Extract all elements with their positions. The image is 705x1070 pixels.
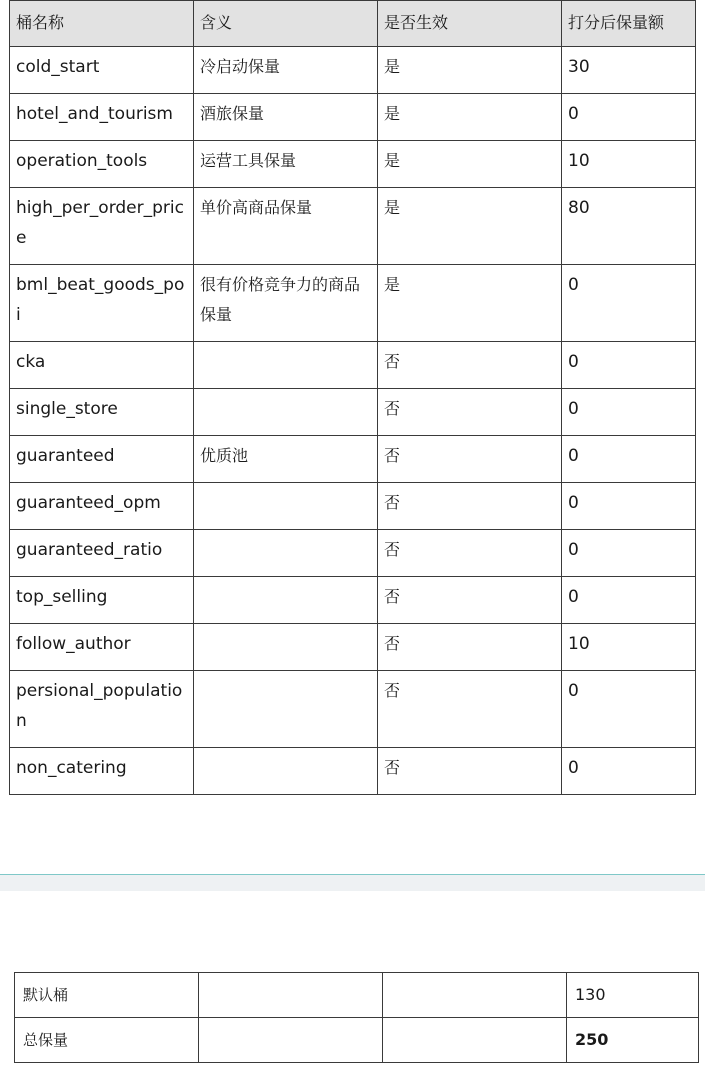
table-row	[10, 748, 696, 795]
section-divider	[0, 874, 705, 891]
quota-cell: 0	[562, 265, 696, 342]
meaning-cell	[194, 624, 378, 671]
meaning-cell	[194, 483, 378, 530]
meaning-cell: 优质池	[194, 436, 378, 483]
active-cell: 是	[378, 47, 562, 94]
table-row	[10, 342, 696, 389]
active-cell: 是	[378, 94, 562, 141]
meaning-cell: 运营工具保量	[194, 141, 378, 188]
bucket-name-cell: top_selling	[10, 577, 194, 624]
active-cell: 否	[378, 342, 562, 389]
active-cell: 否	[378, 483, 562, 530]
bucket-name-cell: persional_population	[10, 671, 194, 748]
summary-label-cell: 默认桶	[15, 973, 199, 1018]
bucket-name-cell: single_store	[10, 389, 194, 436]
meaning-cell	[194, 748, 378, 795]
summary-table	[14, 972, 699, 1063]
quota-cell: 0	[562, 436, 696, 483]
bucket-name-cell: follow_author	[10, 624, 194, 671]
summary-value-cell: 130	[567, 973, 699, 1018]
bucket-table	[9, 0, 696, 795]
meaning-cell	[194, 530, 378, 577]
header-active: 是否生效	[378, 1, 562, 47]
quota-cell: 80	[562, 188, 696, 265]
meaning-cell: 酒旅保量	[194, 94, 378, 141]
table-row	[10, 265, 696, 342]
table-row	[10, 188, 696, 265]
active-cell: 是	[378, 141, 562, 188]
bucket-name-cell: guaranteed	[10, 436, 194, 483]
quota-cell: 0	[562, 389, 696, 436]
active-cell: 否	[378, 624, 562, 671]
summary-empty-cell	[199, 1018, 383, 1063]
bucket-name-cell: bml_beat_goods_poi	[10, 265, 194, 342]
table-row	[10, 577, 696, 624]
header-bucket-name: 桶名称	[10, 1, 194, 47]
bucket-name-cell: non_catering	[10, 748, 194, 795]
quota-cell: 0	[562, 671, 696, 748]
meaning-cell: 冷启动保量	[194, 47, 378, 94]
table-row	[10, 530, 696, 577]
active-cell: 否	[378, 577, 562, 624]
quota-cell: 0	[562, 748, 696, 795]
header-meaning: 含义	[194, 1, 378, 47]
bucket-name-cell: guaranteed_opm	[10, 483, 194, 530]
active-cell: 否	[378, 436, 562, 483]
quota-cell: 0	[562, 530, 696, 577]
bucket-name-cell: cka	[10, 342, 194, 389]
bucket-name-cell: guaranteed_ratio	[10, 530, 194, 577]
active-cell: 是	[378, 188, 562, 265]
quota-cell: 0	[562, 94, 696, 141]
table-row	[10, 624, 696, 671]
bucket-name-cell: high_per_order_price	[10, 188, 194, 265]
table-row	[10, 94, 696, 141]
header-quota: 打分后保量额	[562, 1, 696, 47]
meaning-cell: 很有价格竞争力的商品保量	[194, 265, 378, 342]
summary-total-value-cell: 250	[567, 1018, 699, 1063]
bucket-name-cell: operation_tools	[10, 141, 194, 188]
quota-cell: 0	[562, 577, 696, 624]
table-row	[10, 483, 696, 530]
summary-empty-cell	[383, 973, 567, 1018]
summary-empty-cell	[199, 973, 383, 1018]
meaning-cell	[194, 671, 378, 748]
active-cell: 否	[378, 671, 562, 748]
quota-cell: 0	[562, 342, 696, 389]
quota-cell: 10	[562, 141, 696, 188]
summary-empty-cell	[383, 1018, 567, 1063]
table-row	[10, 389, 696, 436]
table-row	[10, 436, 696, 483]
quota-cell: 30	[562, 47, 696, 94]
meaning-cell	[194, 389, 378, 436]
active-cell: 是	[378, 265, 562, 342]
active-cell: 否	[378, 389, 562, 436]
summary-row-total	[15, 1018, 699, 1063]
table-row	[10, 47, 696, 94]
active-cell: 否	[378, 530, 562, 577]
active-cell: 否	[378, 748, 562, 795]
summary-row-default-bucket	[15, 973, 699, 1018]
bucket-name-cell: cold_start	[10, 47, 194, 94]
table-header-row	[10, 1, 696, 47]
table-row	[10, 671, 696, 748]
quota-cell: 0	[562, 483, 696, 530]
bucket-name-cell: hotel_and_tourism	[10, 94, 194, 141]
meaning-cell: 单价高商品保量	[194, 188, 378, 265]
summary-label-cell: 总保量	[15, 1018, 199, 1063]
meaning-cell	[194, 342, 378, 389]
quota-cell: 10	[562, 624, 696, 671]
table-row	[10, 141, 696, 188]
meaning-cell	[194, 577, 378, 624]
